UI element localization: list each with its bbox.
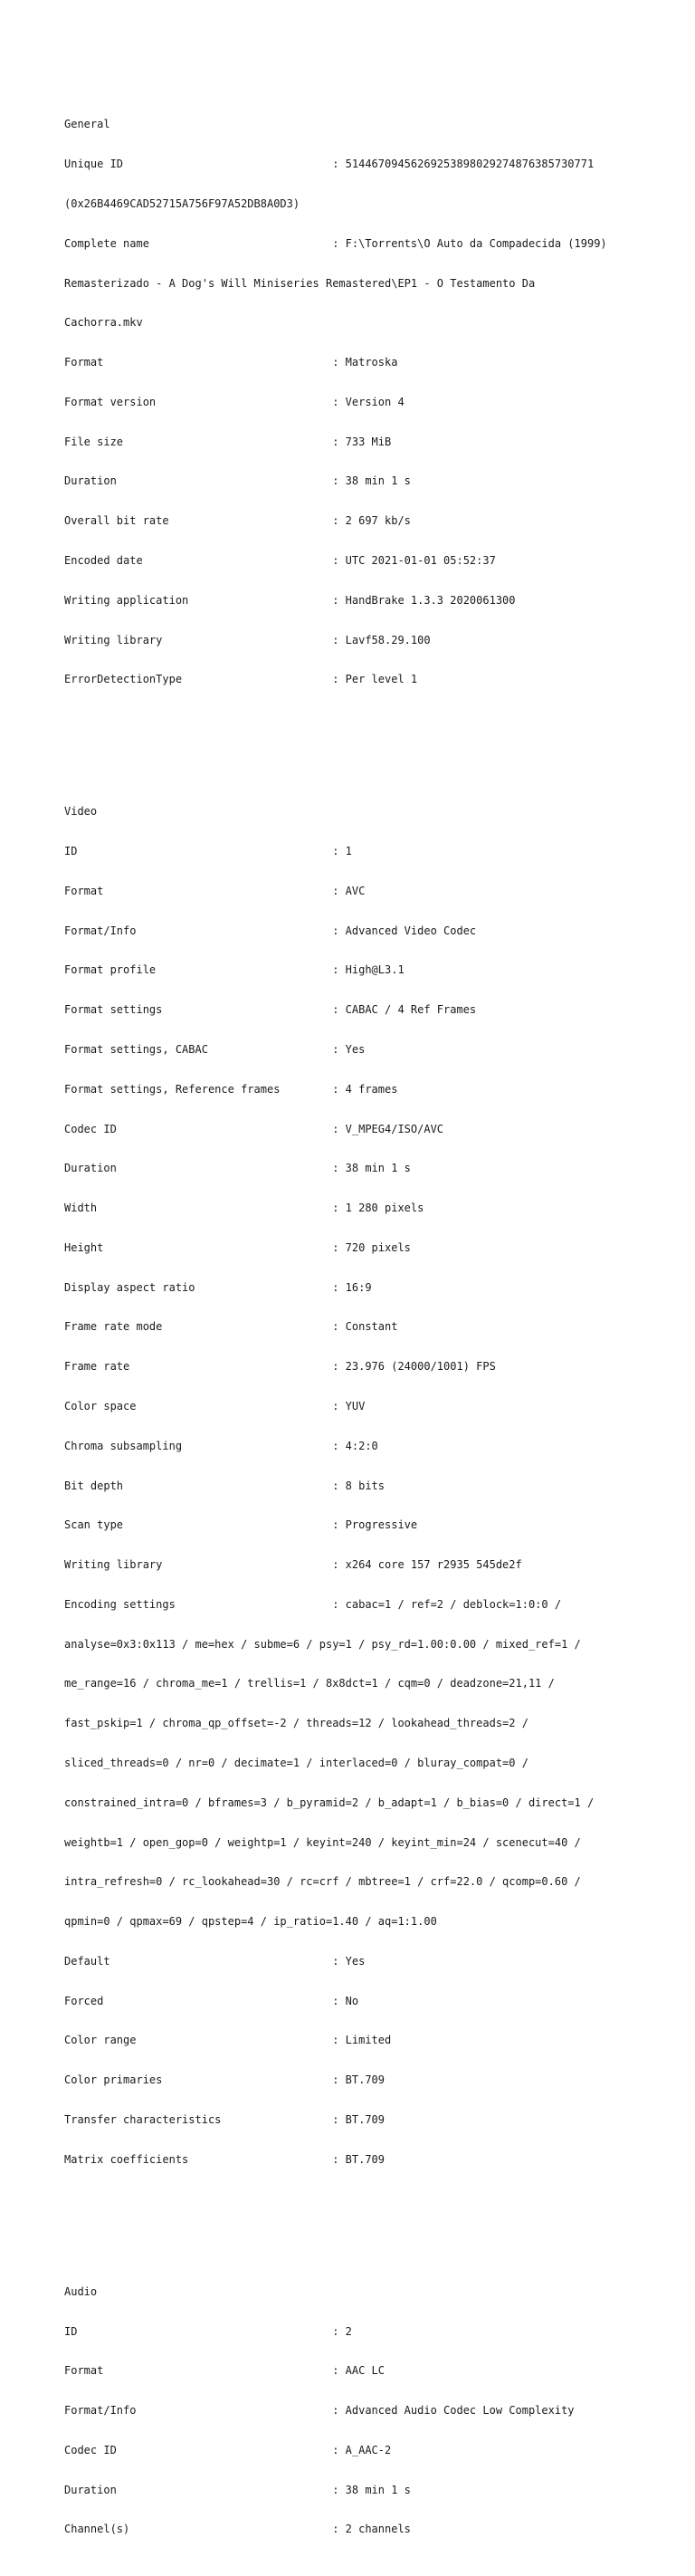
- info-line: Writing library : Lavf58.29.100: [64, 633, 431, 646]
- info-line: Encoding settings : cabac=1 / ref=2 / deblock=1:0:0 /: [64, 1597, 562, 1611]
- info-line: sliced_threads=0 / nr=0 / decimate=1 / interlaced=0 / bluray_compat=0 /: [64, 1757, 528, 1769]
- info-line: Codec ID : V_MPEG4/ISO/AVC: [64, 1122, 444, 1135]
- info-line: Color space : YUV: [64, 1399, 366, 1412]
- info-line: Format profile : High@L3.1: [64, 963, 405, 977]
- info-line: analyse=0x3:0x113 / me=hex / subme=6 / psy=1 / psy_rd=1.00:0.00 / mixed_ref=1 /: [64, 1637, 581, 1651]
- info-line: Forced : No: [64, 1994, 359, 2007]
- info-line: Format settings, Reference frames : 4 frames: [64, 1082, 398, 1096]
- info-line: Matrix coefficients : BT.709: [64, 2152, 386, 2166]
- info-line: Remasterizado - A Dog's Will Miniseries Remastered\EP1 - O Testamento Da: [64, 276, 536, 290]
- info-line: Height : 720 pixels: [64, 1240, 411, 1254]
- info-line: qpmin=0 / qpmax=69 / qpstep=4 / ip_ratio=1.40 / aq=1:1.00: [64, 1915, 437, 1929]
- info-line: Scan type : Progressive: [64, 1518, 418, 1532]
- info-line: Complete name : F:\Torrents\O Auto da Compadecida (1999): [64, 236, 607, 250]
- section-general: [64, 91, 643, 713]
- info-line: Writing application : HandBrake 1.3.3 2020061300: [64, 593, 516, 607]
- info-line: Cachorra.mkv: [64, 316, 143, 330]
- info-line: Overall bit rate : 2 697 kb/s: [64, 514, 411, 528]
- info-line: Color primaries : BT.709: [64, 2073, 386, 2087]
- info-line: File size : 733 MiB: [64, 435, 392, 448]
- info-line: Transfer characteristics : BT.709: [64, 2113, 386, 2127]
- info-line: ID : 1: [64, 845, 352, 858]
- info-line: Format/Info : Advanced Video Codec: [64, 924, 477, 937]
- info-line: Format version : Version 4: [64, 395, 405, 408]
- info-line: Encoded date : UTC 2021-01-01 05:52:37: [64, 553, 496, 567]
- section-heading: Audio: [64, 2284, 98, 2298]
- info-line: Duration : 38 min 1 s: [64, 2483, 411, 2496]
- info-line: Bit depth : 8 bits: [64, 1479, 386, 1492]
- info-line: me_range=16 / chroma_me=1 / trellis=1 / 8x8dct=1 / cqm=0 / deadzone=21,11 /: [64, 1677, 555, 1690]
- info-line: Default : Yes: [64, 1954, 366, 1968]
- info-line: Unique ID : 51446709456269253898029274876385730771: [64, 158, 595, 171]
- info-line: weightb=1 / open_gop=0 / weightp=1 / keyint=240 / keyint_min=24 / scenecut=40 /: [64, 1835, 581, 1849]
- info-line: Format/Info : Advanced Audio Codec Low Complexity: [64, 2404, 575, 2418]
- info-line: Duration : 38 min 1 s: [64, 1162, 411, 1175]
- info-line: Channel(s) : 2 channels: [64, 2523, 411, 2536]
- info-line: Frame rate mode : Constant: [64, 1320, 398, 1334]
- info-line: intra_refresh=0 / rc_lookahead=30 / rc=crf / mbtree=1 / crf=22.0 / qcomp=0.60 /: [64, 1875, 581, 1889]
- info-line: Display aspect ratio : 16:9: [64, 1280, 372, 1294]
- info-line: Width : 1 280 pixels: [64, 1202, 424, 1215]
- info-line: Format settings, CABAC : Yes: [64, 1042, 366, 1056]
- info-line: Writing library : x264 core 157 r2935 545de2f: [64, 1558, 522, 1572]
- section-video: [64, 779, 643, 2193]
- info-line: Format : AAC LC: [64, 2364, 386, 2378]
- section-audio: [64, 2259, 643, 2563]
- info-line: Format : AVC: [64, 884, 366, 897]
- section-heading: Video: [64, 805, 98, 819]
- section-heading: General: [64, 118, 110, 131]
- info-line: ErrorDetectionType : Per level 1: [64, 673, 418, 686]
- info-line: constrained_intra=0 / bframes=3 / b_pyramid=2 / b_adapt=1 / b_bias=0 / direct=1 /: [64, 1796, 595, 1809]
- mediainfo-document: [64, 65, 643, 2576]
- info-line: Format : Matroska: [64, 356, 398, 369]
- info-line: Frame rate : 23.976 (24000/1001) FPS: [64, 1360, 496, 1374]
- info-line: Format settings : CABAC / 4 Ref Frames: [64, 1003, 477, 1017]
- info-line: Duration : 38 min 1 s: [64, 474, 411, 488]
- info-line: Color range : Limited: [64, 2034, 392, 2047]
- info-line: Chroma subsampling : 4:2:0: [64, 1439, 378, 1452]
- info-line: (0x26B4469CAD52715A756F97A52DB8A0D3): [64, 196, 300, 210]
- info-line: ID : 2: [64, 2324, 352, 2338]
- info-line: fast_pskip=1 / chroma_qp_offset=-2 / threads=12 / lookahead_threads=2 /: [64, 1717, 528, 1730]
- info-line: Codec ID : A_AAC-2: [64, 2443, 392, 2456]
